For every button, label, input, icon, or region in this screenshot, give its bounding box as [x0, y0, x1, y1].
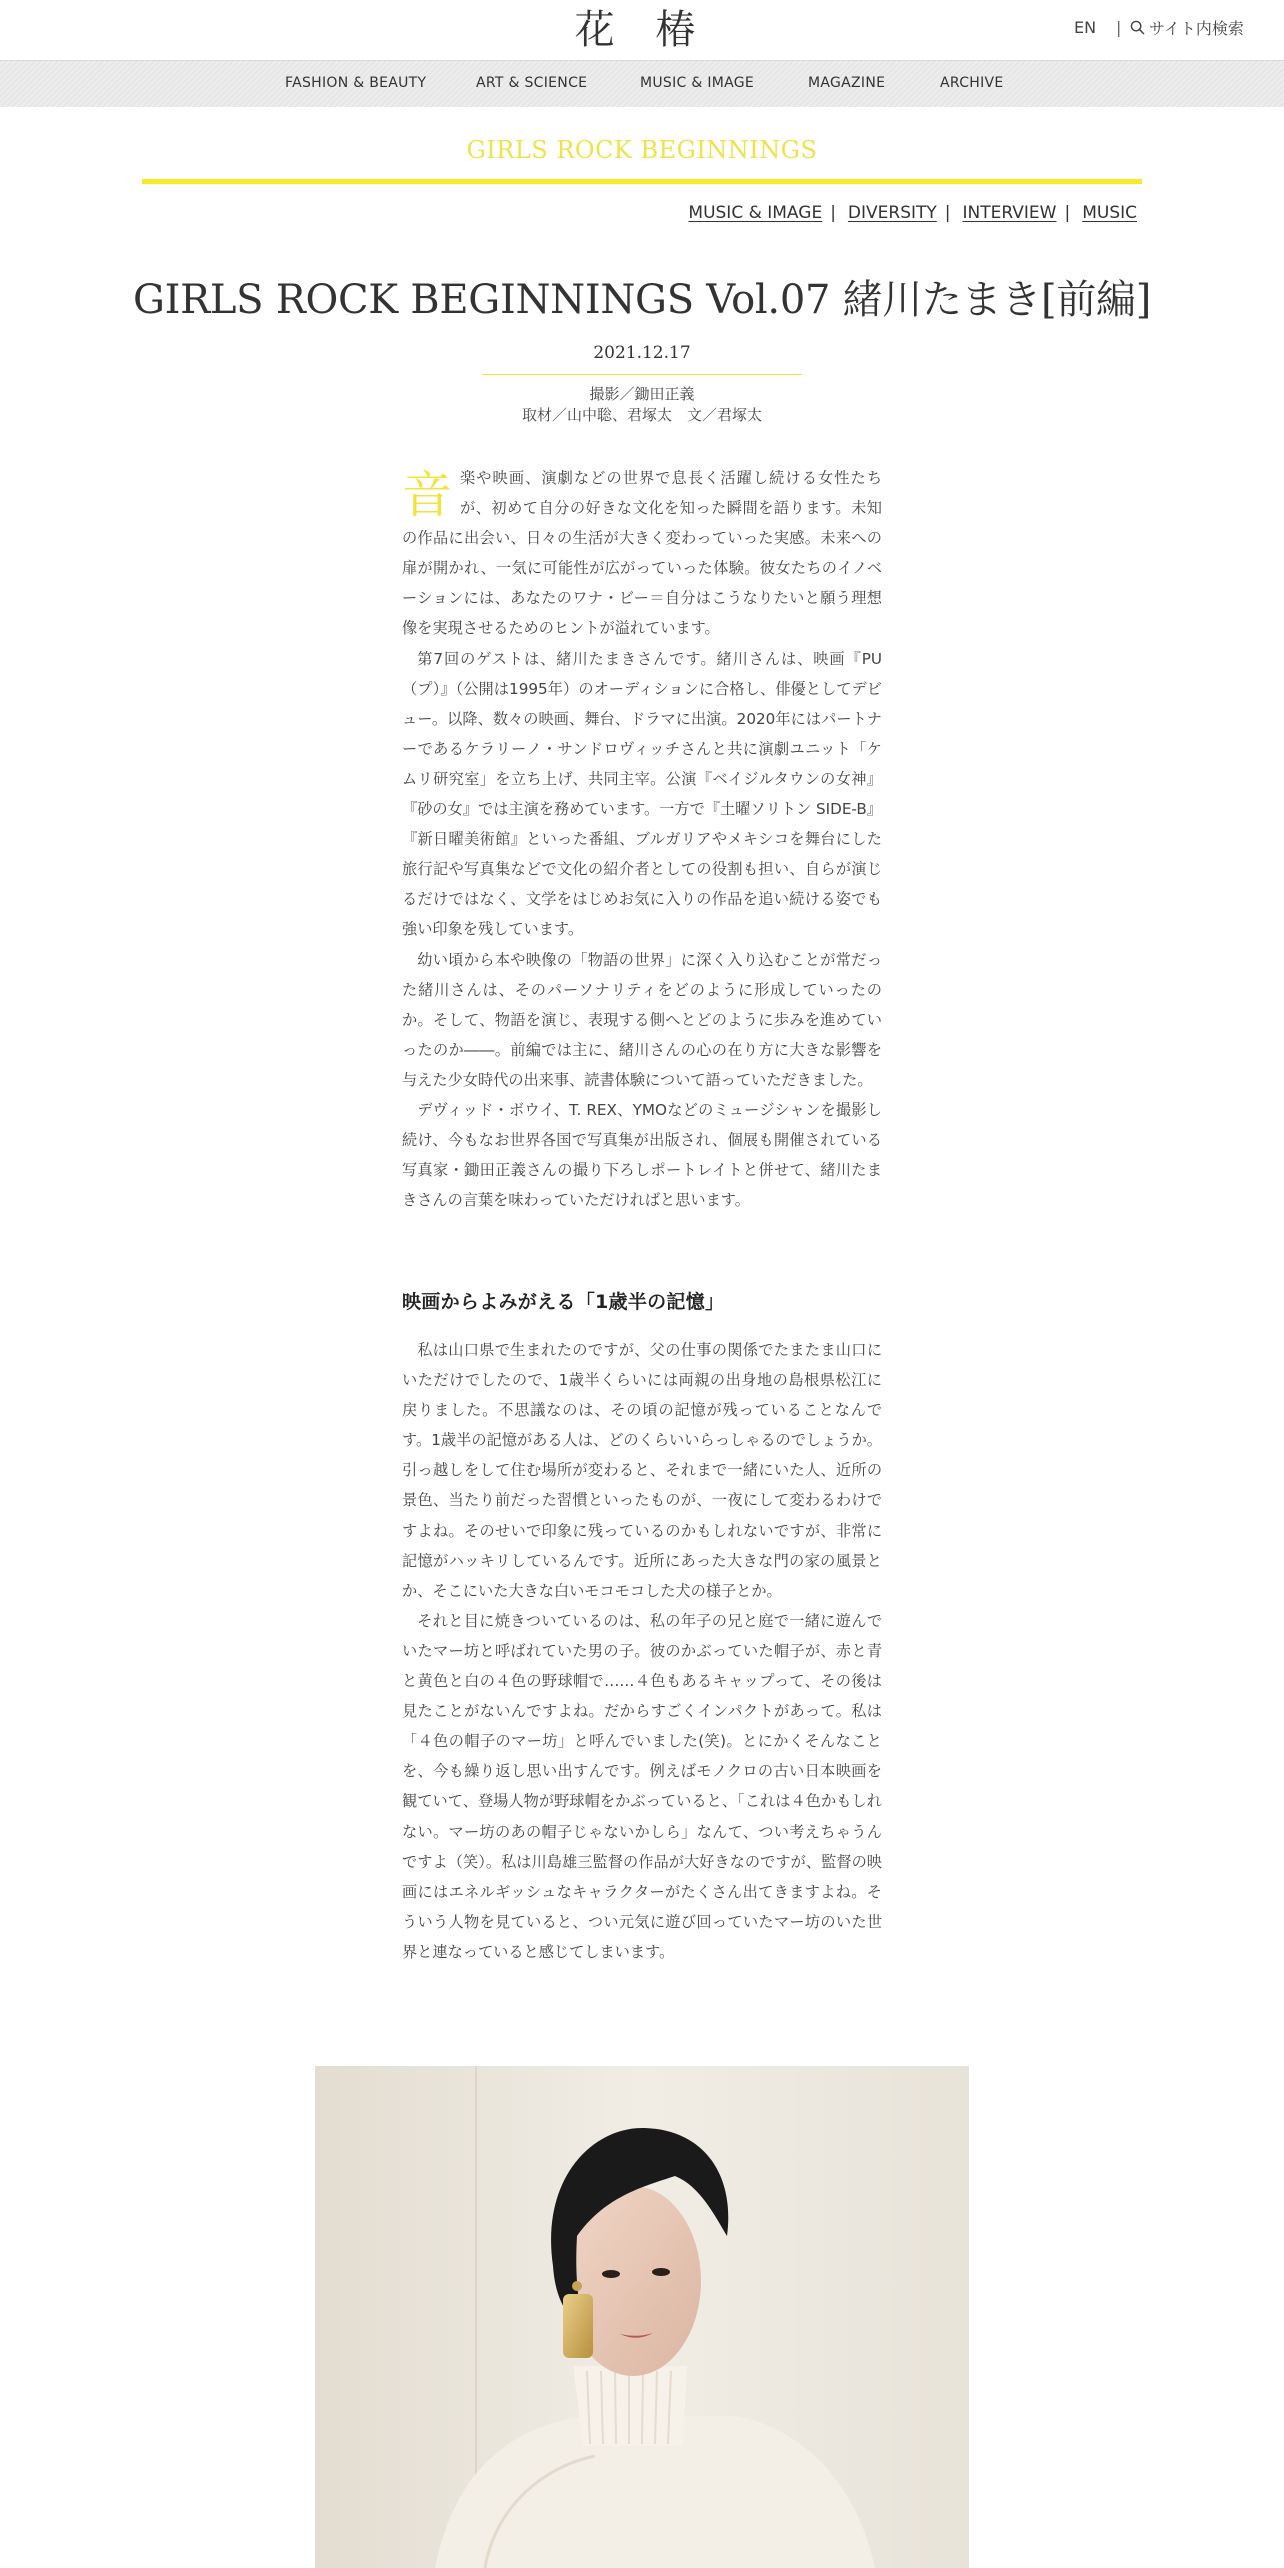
nav-item-fashion-beauty[interactable]: FASHION & BEAUTY — [285, 75, 427, 91]
tag-interview[interactable]: INTERVIEW — [962, 203, 1057, 223]
intro-paragraph-1-text: 楽や映画、演劇などの世界で息長く活躍し続ける女性たちが、初めて自分の好きな文化を知った瞬間を語ります。未知の作品に出会い、日々の生活が大きく変わっていった実感。未来への扉が開かれ、一気に可能性が広がっていった体験。彼女たちのイノベーションには、あなたのワナ・ビー＝自分はこうなりたいと願う理想像を実現させるためのヒントが溢れています。 — [402, 469, 882, 638]
main-nav — [0, 60, 1284, 107]
tag-music[interactable]: MUSIC — [1082, 203, 1137, 223]
article-title: GIRLS ROCK BEGINNINGS Vol.07 緒川たまき[前編] — [132, 277, 1152, 323]
photo-credit: 撮影／鋤田正義 — [589, 385, 695, 403]
site-search-label: サイト内検索 — [1149, 19, 1244, 38]
body-paragraph-1: 私は山口県で生まれたのですが、父の仕事の関係でたまたま山口にいただけでしたので、1歳半くらいには両親の出身地の島根県松江に戻りました。不思議なのは、その頃の記憶が残っていることなんです。1歳半の記憶がある人は、どのくらいいらっしゃるのでしょうか。引っ越しをして住む場所が変わると、それまで一緒にいた人、近所の景色、当たり前だった習慣といったものが、一夜にして変わるわけですよね。そのせいで印象に残っているのかもしれないですが、非常に記憶がハッキリしているんです。近所にあった大きな門の家の風景とか、そこにいた大きな白いモコモコした犬の様子とか。 — [402, 1341, 882, 1600]
section-heading: 映画からよみがえる「1歳半の記憶」 — [402, 1291, 725, 1313]
site-search-button[interactable] — [1130, 16, 1244, 39]
tag-separator: | — [1064, 203, 1071, 223]
intro-paragraph-1 — [402, 463, 882, 644]
date-rule — [482, 374, 802, 375]
tag-separator: | — [944, 203, 951, 223]
article-tags — [688, 203, 1137, 223]
site-header — [0, 0, 1284, 59]
article-intro — [402, 463, 882, 1215]
tag-music-image[interactable]: MUSIC & IMAGE — [688, 203, 823, 223]
search-icon — [1130, 20, 1145, 35]
site-logo[interactable]: 花 椿 — [574, 7, 710, 53]
series-title[interactable]: GIRLS ROCK BEGINNINGS — [466, 136, 818, 164]
intro-paragraph-2: 第7回のゲストは、緒川たまきさんです。緒川さんは、映画『PU（プ）』（公開は1995年）のオーディションに合格し、俳優としてデビュー。以降、数々の映画、舞台、ドラマに出演。2020年にはパートナーであるケラリーノ・サンドロヴィッチさんと共に演劇ユニット「ケムリ研究室」を立ち上げ、共同主宰。公演『ベイジルタウンの女神』『砂の女』では主演を務めています。一方で『土曜ソリトン SIDE-B』『新日曜美術館』といった番組、ブルガリアやメキシコを舞台にした旅行記や写真集などで文化の紹介者としての役割も担い、自らが演じるだけではなく、文学をはじめお気に入りの作品を追い続ける姿でも強い印象を残しています。 — [402, 649, 882, 939]
article-credits — [0, 384, 1284, 426]
body-paragraph-2: それと目に焼きついているのは、私の年子の兄と庭で一緒に遊んでいたマー坊と呼ばれていた男の子。彼のかぶっていた帽子が、赤と青と黄色と白の４色の野球帽で……４色もあるキャップって、その後は見たことがないんですよね。だからすごくインパクトがあって。私は「４色の帽子のマー坊」と呼んでいました(笑)。とにかくそんなことを、今も繰り返し思い出すんです。例えばモノクロの古い日本映画を観ていて、登場人物が野球帽をかぶっていると、「これは４色かもしれない。マー坊のあの帽子じゃないかしら」なんて、つい考えちゃうんですよ（笑）。私は川島雄三監督の作品が大好きなのですが、監督の映画にはエネルギッシュなキャラクターがたくさん出てきますよね。そういう人物を見ていると、つい元気に遊び回っていたマー坊のいた世界と連なっていると感じてしまいます。 — [402, 1611, 882, 1961]
writer-credit: 取材／山中聡、君塚太 文／君塚太 — [521, 406, 762, 424]
intro-paragraph-4: デヴィッド・ボウイ、T. REX、YMOなどのミュージシャンを撮影し続け、今もなお世界各国で写真集が出版され、個展も開催されている写真家・鋤田正義さんの撮り下ろしポートレイトと併せて、緒川たまきさんの言葉を味わっていただければと思います。 — [402, 1100, 882, 1210]
nav-item-archive[interactable]: ARCHIVE — [940, 75, 1004, 91]
tag-separator: | — [830, 203, 836, 223]
header-divider: | — [1116, 18, 1122, 37]
portrait-photo — [315, 2066, 969, 2568]
nav-item-magazine[interactable]: MAGAZINE — [808, 75, 886, 91]
series-title-rule — [142, 179, 1142, 184]
nav-item-art-science[interactable]: ART & SCIENCE — [476, 75, 588, 91]
article-date: 2021.12.17 — [593, 343, 691, 363]
nav-item-music-image[interactable]: MUSIC & IMAGE — [640, 75, 755, 91]
portrait-illustration — [315, 2066, 969, 2568]
tag-diversity[interactable]: DIVERSITY — [847, 203, 937, 223]
language-switch-en[interactable]: EN — [1074, 18, 1097, 37]
article-section-body — [402, 1335, 882, 1967]
drop-cap: 音 — [402, 466, 452, 524]
intro-paragraph-3: 幼い頃から本や映像の「物語の世界」に深く入り込むことが常だった緒川さんは、そのパーソナリティをどのように形成していったのか。そして、物語を演じ、表現する側へとどのように歩みを進めていったのか――。前編では主に、緒川さんの心の在り方に大きな影響を与えた少女時代の出来事、読書体験について語っていただきました。 — [402, 950, 882, 1089]
